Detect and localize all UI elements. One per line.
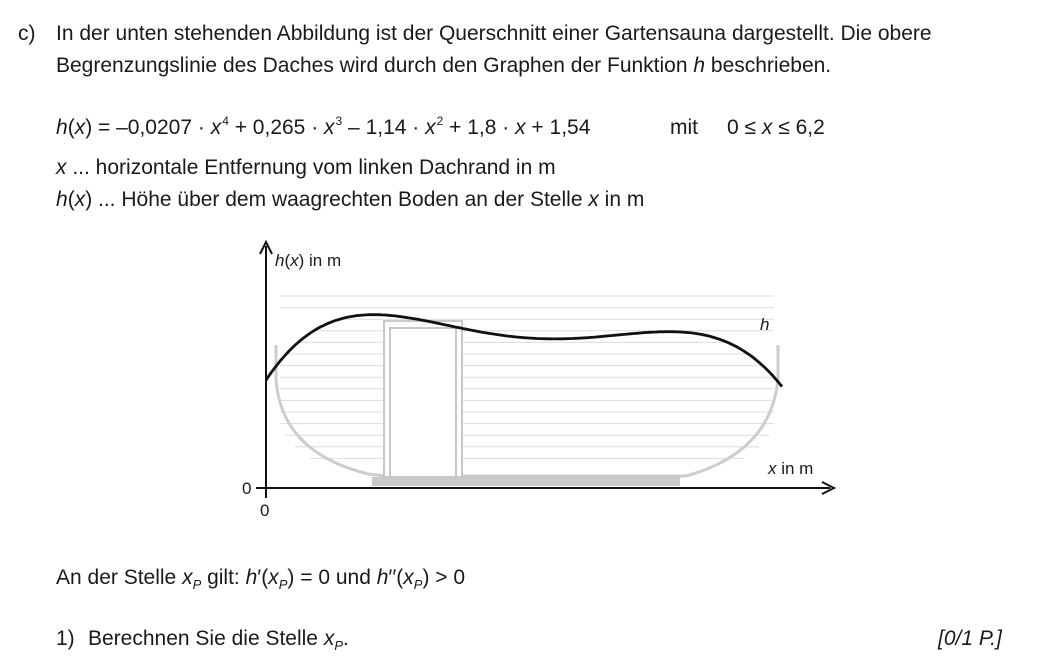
sauna-planks — [280, 296, 774, 458]
task-text: Berechnen Sie die Stelle $x_P$. — [88, 627, 349, 653]
intro-line-2-before: Begrenzungslinie des Daches wird durch den Graphen der Funktion — [56, 54, 694, 77]
function-curve — [266, 315, 782, 387]
definition-h: h(x) ... Höhe über dem waagrechten Boden an der Stelle x in m — [56, 188, 645, 211]
points: [0/1 P.] — [938, 627, 1002, 650]
x-axis-label: x in m — [768, 459, 814, 478]
intro-line-2-after: beschrieben. — [705, 54, 832, 77]
x-origin-label: 0 — [260, 501, 270, 520]
function-mit: mit — [670, 116, 698, 139]
sauna-floor — [372, 477, 680, 486]
axes — [256, 242, 834, 498]
task-number: 1) — [56, 627, 75, 650]
door — [384, 321, 462, 477]
definition-x: x ... horizontale Entfernung vom linken Dachrand in m — [56, 156, 556, 179]
intro-line-2-var: h — [693, 54, 706, 77]
part-label: c) — [18, 22, 36, 45]
y-axis-label: h(x) in m — [275, 251, 342, 270]
curve-label: h — [760, 315, 770, 334]
intro-line-1: In der unten stehenden Abbildung ist der Querschnitt einer Gartensauna dargestellt. Die obere — [56, 22, 932, 45]
sauna-outline — [276, 345, 778, 476]
function-definition: $h(x) = -0,0207 \cdot x^4 + 0,265 \cdot x^3 - 1,14 \cdot x^2 + 1,8 \cdot x + 1,54$ — [56, 114, 591, 139]
y-origin-label: 0 — [242, 479, 252, 498]
function-domain: 0 ≤ x ≤ 6,2 — [727, 116, 825, 139]
condition: An der Stelle $x_P$ gilt: $h'(x_P) = 0$ und $h''(x_P) > 0$ — [56, 566, 466, 592]
